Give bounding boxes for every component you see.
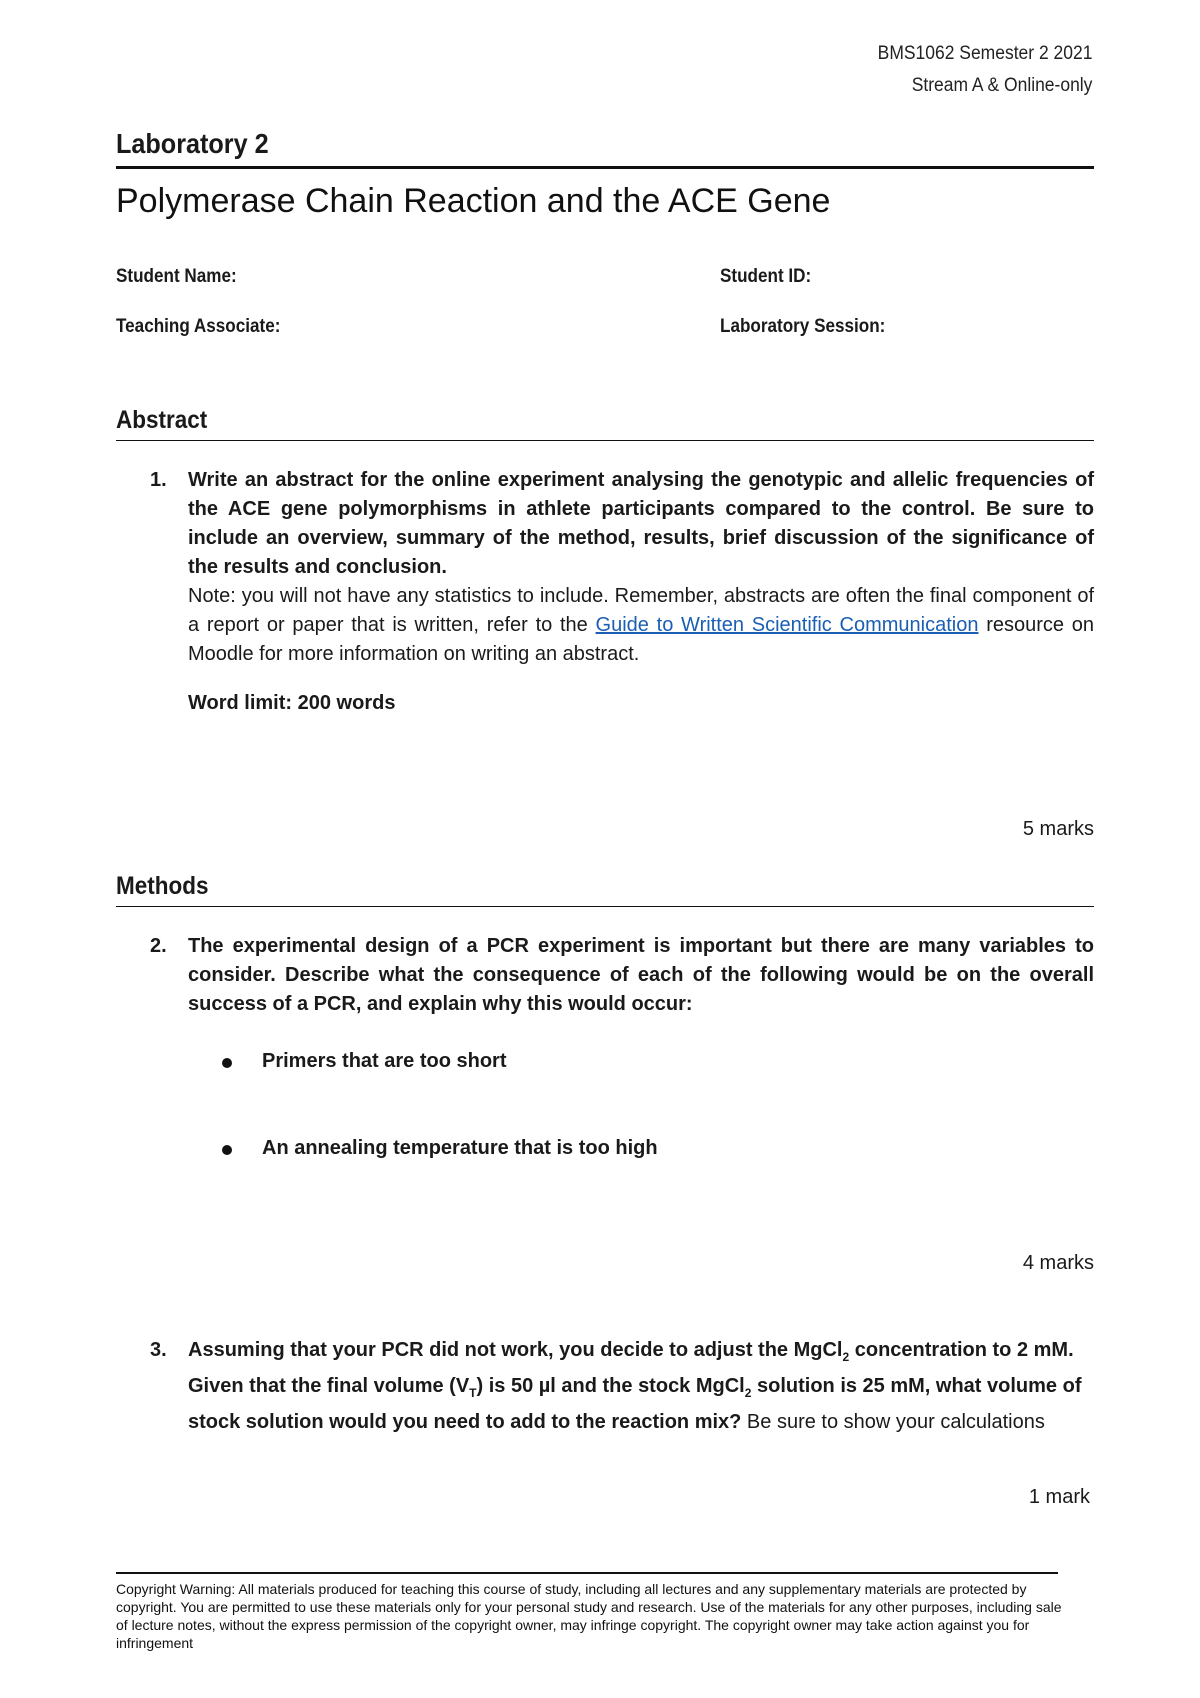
q1-marks: 5 marks — [1022, 818, 1094, 840]
question-note: Note: you will not have any statistics to include. Remember, abstracts are often the final component of a report or paper that is written, refer to the Guide to Written Scientific Communication resource on Moodle for more information on writing an abstract. — [188, 585, 1095, 665]
course-code: BMS1062 Semester 2 2021 — [877, 43, 1092, 64]
question-1 — [150, 466, 1094, 718]
question-number: 3. — [150, 1339, 167, 1361]
document-header — [877, 38, 1092, 102]
bullet-icon — [222, 1145, 232, 1155]
question-number: 2. — [150, 935, 167, 957]
bullet-icon — [222, 1058, 232, 1068]
lab-session-label: Laboratory Session: — [720, 316, 886, 337]
word-limit: Word limit: 200 words — [188, 692, 396, 714]
question-text: The experimental design of a PCR experiment is important but there are many variables to consider. Describe what the consequence of each of the following would be on the overall success of a PCR, and explain why this would occur: — [188, 935, 1094, 1015]
bullet-item — [220, 1050, 507, 1073]
q2-marks: 4 marks — [1022, 1252, 1094, 1274]
title-divider — [116, 166, 1094, 169]
student-id-label: Student ID: — [720, 266, 812, 287]
page-title: Polymerase Chain Reaction and the ACE Gene — [116, 182, 831, 220]
section-methods: Methods — [116, 872, 209, 900]
bullet-text: An annealing temperature that is too high — [262, 1137, 658, 1159]
student-name-label: Student Name: — [116, 266, 237, 287]
question-3 — [150, 1336, 1094, 1437]
copyright-footer: Copyright Warning: All materials produced for teaching this course of study, including all lectures and any supplementary materials are protected by copyright. You are permitted to use these materials only for your personal study and research. Use of the materials for any other purposes, including sale of lecture notes, without the express permission of the copyright owner, may infringe copyright. The copyright owner may take action against you for infringement — [116, 1581, 1062, 1651]
bullet-text: Primers that are too short — [262, 1050, 507, 1072]
abstract-divider — [116, 440, 1094, 441]
stream-label: Stream A & Online-only — [911, 75, 1092, 96]
footer-divider — [116, 1572, 1058, 1574]
question-2 — [150, 932, 1094, 1019]
lab-title: Laboratory 2 — [116, 128, 269, 159]
q3-marks: 1 mark — [1028, 1486, 1090, 1508]
teaching-associate-label: Teaching Associate: — [116, 316, 281, 337]
bullet-item — [220, 1137, 658, 1160]
question-number: 1. — [150, 469, 167, 491]
question-text: Write an abstract for the online experiment analysing the genotypic and allelic frequencies of the ACE gene polymorphisms in athlete participants compared to the control. Be sure to include an overview, summary of the method, results, brief discussion of the significance of the results and conclusion. — [188, 469, 1094, 578]
section-abstract: Abstract — [116, 406, 208, 434]
guide-link[interactable]: Guide to Written Scientific Communication — [595, 614, 979, 636]
methods-divider — [116, 906, 1094, 907]
question-text: Assuming that your PCR did not work, you decide to adjust the MgCl$_2$ concentration to 2 mM. Given that the final volume $(V_T)$ is 50 µl and the stock MgCl$_2$ solution is 25 mM, what volume of stock solution would you need to add to the reaction mix? Be sure to show your calculations — [188, 1339, 1082, 1433]
